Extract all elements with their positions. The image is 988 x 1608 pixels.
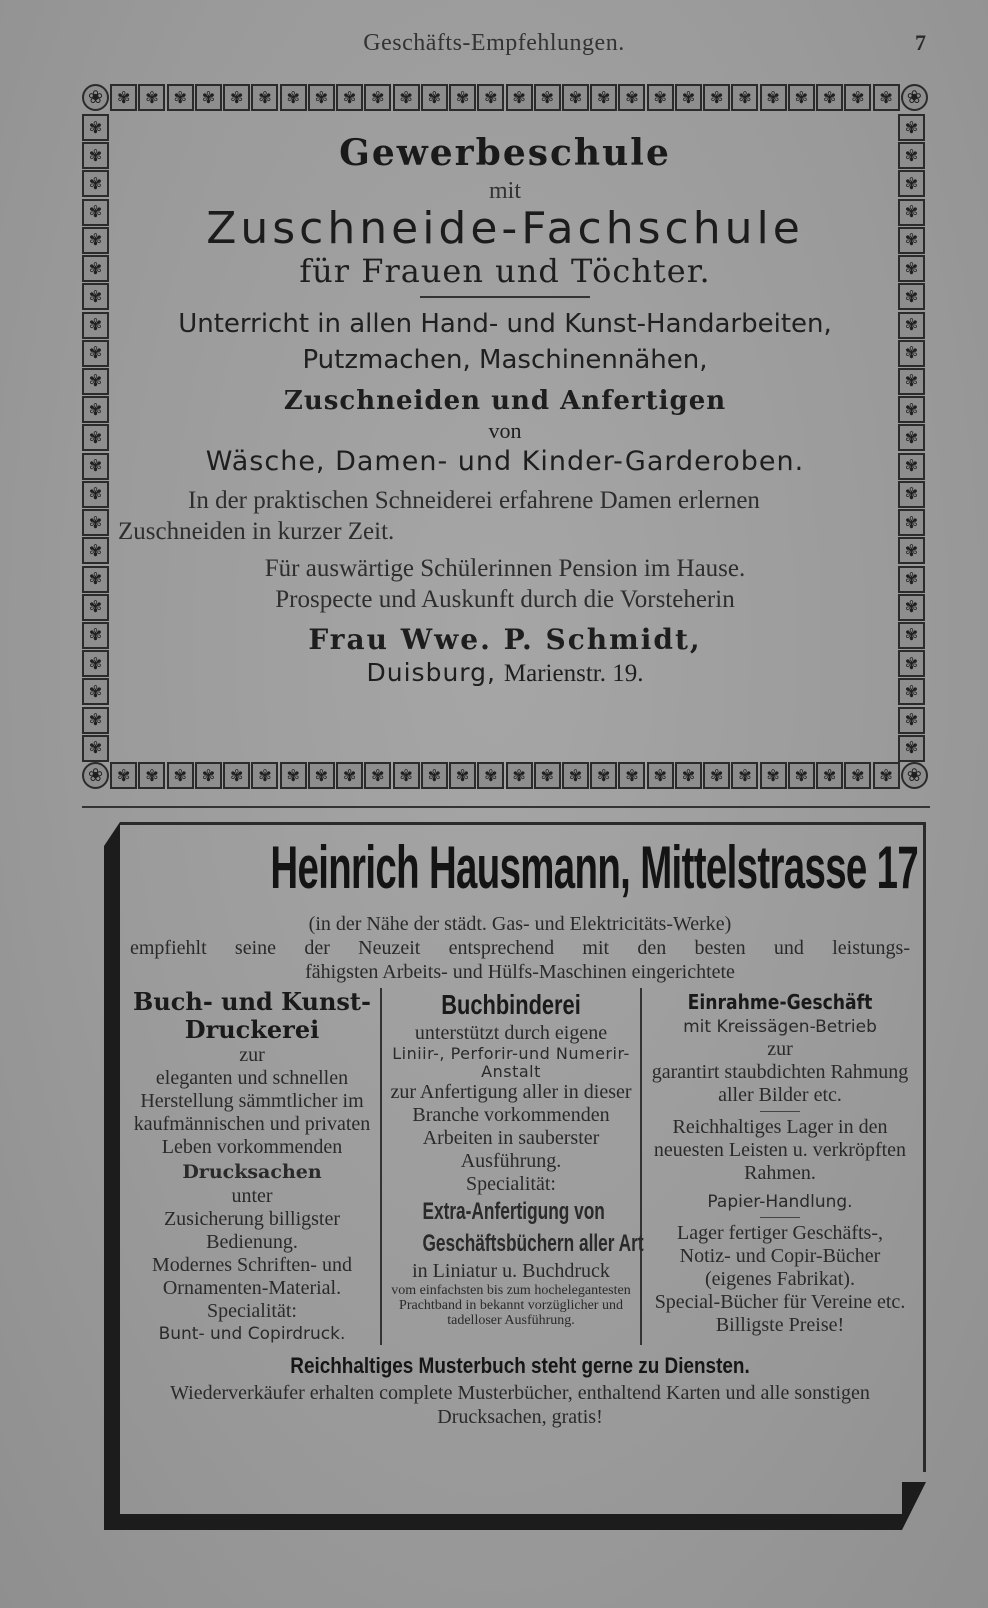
corner-rosette-icon: ❀ [82, 84, 109, 111]
column-body: eleganten und schnellen Herstellung sämmtlicher im kaufmännischen und privaten Leben vorkommenden [133, 1067, 371, 1158]
ornament-tile-icon: ✾ [449, 762, 476, 789]
ornament-tile-icon: ✾ [898, 735, 925, 762]
preise-line: Billigste Preise! [715, 1314, 845, 1336]
column-buchbinderei [382, 988, 642, 1345]
fertig-line: Lager fertiger Geschäfts-, Notiz- und Copir-Bücher (eigenes Fabrikat). [677, 1222, 883, 1290]
von-line: von [488, 418, 522, 443]
specialitaet-label: Specialität: [207, 1300, 297, 1322]
ornament-tile-icon: ✾ [898, 678, 925, 705]
ornament-tile-icon: ✾ [898, 170, 925, 197]
ornament-tile-icon: ✾ [534, 762, 561, 789]
ornament-tile-icon: ✾ [223, 762, 250, 789]
ornament-tile-icon: ✾ [647, 762, 674, 789]
zur-line: zur [239, 1044, 265, 1066]
ornament-tile-icon: ✾ [82, 283, 109, 310]
frame-top-rule [120, 822, 926, 825]
lessons-line: Putzmachen, Maschinennähen, [302, 345, 708, 375]
ornament-tile-icon: ✾ [138, 762, 165, 789]
lessons-line: Unterricht in allen Hand- und Kunst-Handarbeiten, [178, 309, 832, 339]
ornament-tile-icon: ✾ [82, 622, 109, 649]
ornament-tile-icon: ✾ [167, 84, 194, 111]
lager-line: Reichhaltiges Lager in den neuesten Leisten u. verkröpften Rahmen. [653, 1116, 907, 1184]
ornament-tile-icon: ✾ [816, 762, 843, 789]
ornament-tile-icon: ✾ [138, 84, 165, 111]
intro-line: empfiehlt seine der Neuzeit entsprechend mit den besten und leistungs- [130, 937, 910, 959]
practice-paragraph: In der praktischen Schneiderei erfahrene Damen erlernen Zuschneiden in kurzer Zeit. [118, 487, 760, 545]
column-einrahme [642, 988, 910, 1345]
ornament-border-bottom [82, 762, 928, 792]
ornament-tile-icon: ✾ [421, 84, 448, 111]
unter-line: unter [231, 1185, 273, 1207]
papier-label: Papier-Handlung. [707, 1192, 853, 1212]
ornament-tile-icon: ✾ [898, 142, 925, 169]
ornament-tile-icon: ✾ [731, 84, 758, 111]
address-street: Marienstr. 19. [503, 660, 644, 687]
small-print: vom einfachsten bis zum hochelegantesten Prachtband in bekannt vorzüglicher und tadelloser Ausführung. [391, 1283, 631, 1328]
ornament-tile-icon: ✾ [618, 84, 645, 111]
frame-left-bar [104, 846, 120, 1514]
extra-line: Geschäftsbüchern aller Art [422, 1230, 644, 1257]
ornament-tile-icon: ✾ [898, 509, 925, 536]
subheading: mit Kreissägen-Betrieb [683, 1017, 877, 1037]
ornament-tile-icon: ✾ [898, 622, 925, 649]
ornament-tile-icon: ✾ [898, 368, 925, 395]
ornament-tile-icon: ✾ [506, 84, 533, 111]
specialitaet-label: Specialität: [466, 1173, 556, 1195]
ornament-tile-icon: ✾ [82, 566, 109, 593]
pension-line: Für auswärtige Schülerinnen Pension im Hause. [264, 555, 746, 582]
ornament-tile-icon: ✾ [82, 481, 109, 508]
ornament-tile-icon: ✾ [703, 84, 730, 111]
footer-text: Wiederverkäufer erhalten complete Musterbücher, enthaltend Karten und alle sonstigen Drucksachen, gratis! [170, 1382, 870, 1428]
intro-line: (in der Nähe der städt. Gas- und Elektricitäts-Werke) [308, 913, 732, 935]
ornament-tile-icon: ✾ [898, 537, 925, 564]
ornament-tile-icon: ✾ [898, 453, 925, 480]
bedienung-line: Zusicherung billigster Bedienung. [163, 1208, 341, 1253]
ornament-tile-icon: ✾ [898, 255, 925, 282]
ornament-tile-icon: ✾ [364, 762, 391, 789]
ornament-tile-icon: ✾ [82, 650, 109, 677]
ornament-tile-icon: ✾ [82, 199, 109, 226]
ornament-tile-icon: ✾ [195, 84, 222, 111]
frame-corner-ornament [902, 1482, 926, 1530]
ad-connector: mit [488, 178, 521, 204]
ornament-tile-icon: ✾ [760, 762, 787, 789]
extra-line: Extra-Anfertigung von [422, 1198, 605, 1225]
ornament-tile-icon: ✾ [82, 509, 109, 536]
ornament-tile-icon: ✾ [898, 396, 925, 423]
ornament-tile-icon: ✾ [898, 227, 925, 254]
address-line [118, 658, 892, 688]
ornament-tile-icon: ✾ [223, 84, 250, 111]
ornament-border-right [898, 114, 928, 762]
ornament-tile-icon: ✾ [251, 84, 278, 111]
divider [760, 1111, 800, 1112]
gewerbeschule-text [118, 120, 892, 756]
column-body: zur Anfertigung aller in dieser Branche vorkommenden Arbeiten in sauberster Ausführung. [390, 1081, 632, 1172]
ornament-tile-icon: ✾ [898, 199, 925, 226]
special-line: Special-Bücher für Vereine etc. [654, 1291, 906, 1313]
ornament-tile-icon: ✾ [898, 283, 925, 310]
ornament-tile-icon: ✾ [82, 368, 109, 395]
ornament-tile-icon: ✾ [506, 762, 533, 789]
ornament-tile-icon: ✾ [647, 84, 674, 111]
ornament-tile-icon: ✾ [336, 762, 363, 789]
ornament-tile-icon: ✾ [675, 762, 702, 789]
corner-rosette-icon: ❀ [901, 762, 928, 789]
ornament-tile-icon: ✾ [898, 707, 925, 734]
column-heading: Einrahme-Geschäft [687, 990, 873, 1014]
corner-rosette-icon: ❀ [901, 84, 928, 111]
ornament-tile-icon: ✾ [675, 84, 702, 111]
ornament-tile-icon: ✾ [898, 594, 925, 621]
zur-line: zur [767, 1038, 793, 1060]
ornament-tile-icon: ✾ [898, 424, 925, 451]
ornament-tile-icon: ✾ [82, 453, 109, 480]
ornament-border-top [82, 84, 928, 114]
ad-title: Gewerbeschule [339, 132, 671, 174]
ornament-tile-icon: ✾ [562, 84, 589, 111]
ornament-tile-icon: ✾ [82, 735, 109, 762]
ornament-tile-icon: ✾ [590, 84, 617, 111]
ornament-border-left [82, 114, 112, 762]
anstalt-line: Liniir-, Perforir-und Numerir-Anstalt [392, 1044, 630, 1081]
ornament-tile-icon: ✾ [618, 762, 645, 789]
ornament-tile-icon: ✾ [364, 84, 391, 111]
prospects-line: Prospecte und Auskunft durch die Vorsteherin [275, 586, 735, 613]
ornament-tile-icon: ✾ [788, 762, 815, 789]
ornament-tile-icon: ✾ [167, 762, 194, 789]
ornament-tile-icon: ✾ [898, 340, 925, 367]
column-body: garantirt staubdichten Rahmung aller Bilder etc. [651, 1061, 909, 1106]
ornament-tile-icon: ✾ [421, 762, 448, 789]
ornament-tile-icon: ✾ [280, 762, 307, 789]
ornament-tile-icon: ✾ [82, 424, 109, 451]
ornament-tile-icon: ✾ [898, 114, 925, 141]
ornament-tile-icon: ✾ [844, 84, 871, 111]
ornament-tile-icon: ✾ [110, 84, 137, 111]
ornament-tile-icon: ✾ [873, 762, 900, 789]
ornament-tile-icon: ✾ [477, 762, 504, 789]
ornament-tile-icon: ✾ [82, 312, 109, 339]
ornament-tile-icon: ✾ [898, 481, 925, 508]
ornament-tile-icon: ✾ [844, 762, 871, 789]
intro-text [130, 912, 910, 984]
ornament-tile-icon: ✾ [82, 707, 109, 734]
ornament-tile-icon: ✾ [308, 762, 335, 789]
frame-corner-ornament [104, 822, 120, 846]
divider [420, 296, 590, 298]
ornament-tile-icon: ✾ [82, 396, 109, 423]
ornament-tile-icon: ✾ [788, 84, 815, 111]
ornament-tile-icon: ✾ [534, 84, 561, 111]
intro-line: fähigsten Arbeits- und Hülfs-Maschinen eingerichtete [305, 961, 735, 983]
ornament-tile-icon: ✾ [760, 84, 787, 111]
hausmann-text [130, 828, 919, 1429]
gewerbeschule-advertisement [82, 84, 928, 792]
emphasis-line: Zuschneiden und Anfertigen [283, 386, 727, 416]
ornament-tile-icon: ✾ [336, 84, 363, 111]
column-heading: Druckerei [184, 1015, 320, 1044]
school-name: Zuschneide-Fachschule [206, 203, 804, 254]
ornament-tile-icon: ✾ [393, 84, 420, 111]
hausmann-advertisement [104, 822, 926, 1530]
ornament-tile-icon: ✾ [816, 84, 843, 111]
ornament-tile-icon: ✾ [82, 537, 109, 564]
material-line: Modernes Schriften- und Ornamenten-Material. [152, 1254, 352, 1299]
ornament-tile-icon: ✾ [873, 84, 900, 111]
ornament-tile-icon: ✾ [251, 762, 278, 789]
ornament-tile-icon: ✾ [82, 678, 109, 705]
goods-line: Wäsche, Damen- und Kinder-Garderoben. [205, 446, 805, 477]
column-heading: Buchbinderei [441, 989, 581, 1020]
ornament-tile-icon: ✾ [477, 84, 504, 111]
ornament-tile-icon: ✾ [590, 762, 617, 789]
ornament-tile-icon: ✾ [898, 566, 925, 593]
ornament-tile-icon: ✾ [82, 594, 109, 621]
ornament-tile-icon: ✾ [562, 762, 589, 789]
ornament-tile-icon: ✾ [449, 84, 476, 111]
page-number: 7 [915, 30, 926, 55]
ornament-tile-icon: ✾ [898, 312, 925, 339]
ornament-tile-icon: ✾ [731, 762, 758, 789]
running-title: Geschäfts-Empfehlungen. [363, 30, 625, 56]
frame-right-rule [923, 822, 926, 1472]
divider [760, 1217, 800, 1218]
ornament-tile-icon: ✾ [280, 84, 307, 111]
bunt-line: Bunt- und Copirdruck. [158, 1324, 346, 1344]
ornament-tile-icon: ✾ [703, 762, 730, 789]
corner-rosette-icon: ❀ [82, 762, 109, 789]
ornament-tile-icon: ✾ [898, 650, 925, 677]
ornament-tile-icon: ✾ [195, 762, 222, 789]
liniatur-line: in Liniatur u. Buchdruck [412, 1260, 610, 1282]
service-columns [130, 988, 910, 1345]
audience-line: für Frauen und Töchter. [299, 252, 711, 290]
musterbuch-banner: Reichhaltiges Musterbuch steht gerne zu Diensten. [290, 1353, 750, 1378]
ornament-tile-icon: ✾ [82, 170, 109, 197]
firm-heading: Heinrich Hausmann, Mittelstrasse 17 [270, 834, 919, 901]
drucksachen-label: Drucksachen [182, 1161, 322, 1183]
ornament-tile-icon: ✾ [82, 340, 109, 367]
ornament-tile-icon: ✾ [110, 762, 137, 789]
ornament-tile-icon: ✾ [82, 114, 109, 141]
ornament-tile-icon: ✾ [82, 142, 109, 169]
address-city: Duisburg, [366, 658, 496, 687]
column-druckerei [130, 988, 382, 1345]
ornament-tile-icon: ✾ [308, 84, 335, 111]
proprietor-name: Frau Wwe. P. Schmidt, [308, 623, 702, 656]
section-divider [82, 806, 930, 808]
ornament-tile-icon: ✾ [82, 255, 109, 282]
ornament-tile-icon: ✾ [82, 227, 109, 254]
column-heading: Buch- und Kunst- [133, 987, 371, 1016]
support-line: unterstützt durch eigene [414, 1022, 608, 1044]
ornament-tile-icon: ✾ [393, 762, 420, 789]
frame-bottom-bar [104, 1514, 902, 1530]
